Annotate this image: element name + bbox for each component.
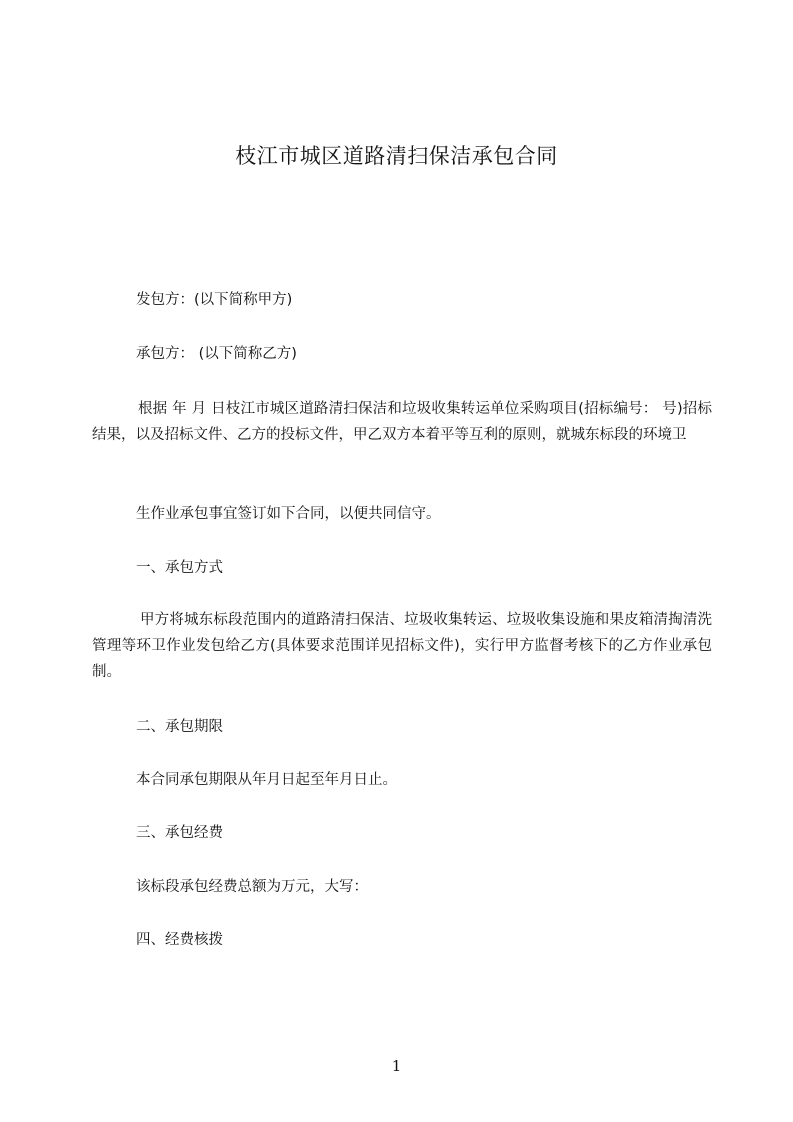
section-1-heading: 一、承包方式 bbox=[136, 560, 223, 576]
page-number: 1 bbox=[391, 1057, 402, 1075]
section-3-body: 该标段承包经费总额为万元，大写： bbox=[136, 879, 368, 895]
document-title: 枝江市城区道路清扫保洁承包合同 bbox=[235, 144, 558, 168]
party-a-line: 发包方：(以下简称甲方) bbox=[136, 292, 293, 308]
section-3-heading: 三、承包经费 bbox=[136, 825, 223, 841]
party-b-line: 承包方： (以下简称乙方) bbox=[136, 346, 297, 362]
section-4-heading: 四、经费核拨 bbox=[136, 932, 223, 948]
intro-continuation: 生作业承包事宜签订如下合同，以便共同信守。 bbox=[136, 506, 441, 522]
section-2-heading: 二、承包期限 bbox=[136, 719, 223, 735]
section-2-body: 本合同承包期限从年月日起至年月日止。 bbox=[136, 772, 397, 788]
intro-paragraph: 根据 年 月 日枝江市城区道路清扫保洁和垃圾收集转运单位采购项目(招标编号： 号)招标结果，以及招标文件、乙方的投标文件，甲乙双方本着平等互利的原则，就城东标段的环境卫 bbox=[92, 401, 712, 443]
section-1-body: 甲方将城东标段范围内的道路清扫保洁、垃圾收集转运、垃圾收集设施和果皮箱清掏清洗管理等环卫作业发包给乙方(具体要求范围详见招标文件)，实行甲方监督考核下的乙方作业承包制。 bbox=[92, 612, 712, 680]
